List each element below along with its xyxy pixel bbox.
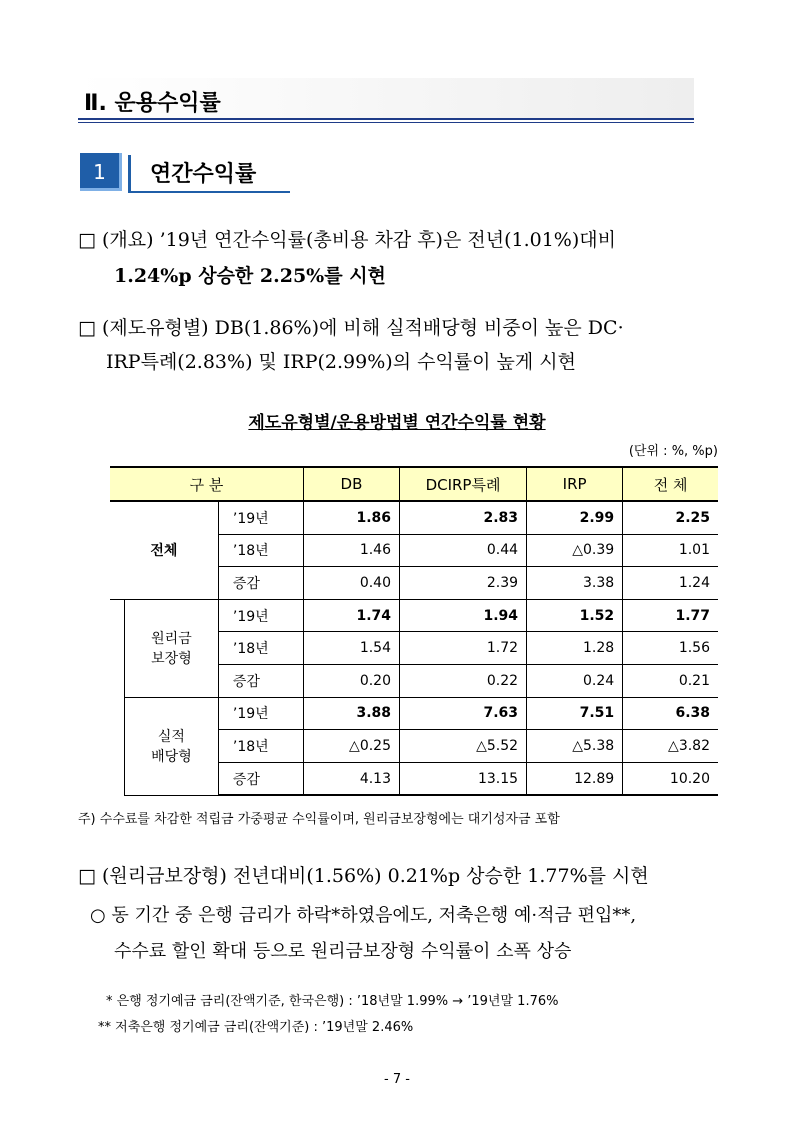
table-cell: 2.39: [400, 567, 527, 600]
paragraph-detail-line2: 수수료 할인 확대 등으로 원리금보장형 수익률이 소폭 상승: [114, 941, 572, 962]
table-cell: 12.89: [527, 762, 623, 795]
table-cell: 2.83: [400, 501, 527, 534]
subsection-bar: [128, 155, 131, 191]
table-cell: 13.15: [400, 762, 527, 795]
paragraph-overview-line1: □ (개요) ’19년 연간수익률(총비용 차감 후)은 전년(1.01%)대비: [78, 229, 616, 251]
table-cell: △5.38: [527, 730, 623, 763]
table-indent: [110, 599, 125, 697]
table-cell: 0.21: [623, 664, 718, 697]
table-cell: △0.39: [527, 534, 623, 567]
paragraph-detail-line1: ○ 동 기간 중 은행 금리가 하락*하였음에도, 저축은행 예·적금 편입**,: [90, 905, 637, 926]
table-row-label: ’18년: [218, 632, 303, 665]
table-cell: 0.20: [303, 664, 399, 697]
table-cell: 1.77: [623, 599, 718, 632]
table-cell: 0.22: [400, 664, 527, 697]
table-cell: 1.01: [623, 534, 718, 567]
table-row-label: 증감: [218, 762, 303, 795]
table-cell: △0.25: [303, 730, 399, 763]
table-row: [110, 697, 718, 730]
section-divider: [78, 118, 694, 120]
paragraph-guaranteed-line1: □ (원리금보장형) 전년대비(1.56%) 0.21%p 상승한 1.77%를 시현: [78, 865, 649, 887]
table-cell: 3.38: [527, 567, 623, 600]
table-cell: 1.72: [400, 632, 527, 665]
table-header-category: 구 분: [110, 467, 303, 501]
table-cell: 0.40: [303, 567, 399, 600]
table-cell: 7.63: [400, 697, 527, 730]
footnote-1: * 은행 정기예금 금리(잔액기준, 한국은행) : ’18년말 1.99% → ’19년말 1.76%: [106, 994, 559, 1009]
table-row: [110, 501, 718, 534]
table-cell: 1.52: [527, 599, 623, 632]
table-cell: 0.24: [527, 664, 623, 697]
subsection-underline: [128, 191, 290, 193]
table-header-dcirp: DCIRP특례: [400, 467, 527, 501]
table-cell: 1.94: [400, 599, 527, 632]
table-group-label: 원리금 보장형: [125, 599, 219, 697]
table-cell: 2.25: [623, 501, 718, 534]
section-title: Ⅱ. 운용수익률: [84, 91, 221, 116]
table-cell: △3.82: [623, 730, 718, 763]
table-header-irp: IRP: [527, 467, 623, 501]
table-row-label: ’19년: [218, 501, 303, 534]
table-row-label: ’19년: [218, 697, 303, 730]
table-header-total: 전 체: [623, 467, 718, 501]
returns-table: [110, 466, 718, 796]
table-row-label: ’19년: [218, 599, 303, 632]
table-cell: 6.38: [623, 697, 718, 730]
table-row-label: ’18년: [218, 534, 303, 567]
table-cell: 1.56: [623, 632, 718, 665]
table-cell: 2.99: [527, 501, 623, 534]
table-row-label: 증감: [218, 664, 303, 697]
table-cell: 0.44: [400, 534, 527, 567]
table-cell: 10.20: [623, 762, 718, 795]
table-row-label: ’18년: [218, 730, 303, 763]
table-header-db: DB: [303, 467, 399, 501]
section-header: [78, 78, 694, 118]
table-cell: 1.46: [303, 534, 399, 567]
table-cell: 1.54: [303, 632, 399, 665]
footnote-2: ** 저축은행 정기예금 금리(잔액기준) : ’19년말 2.46%: [98, 1020, 414, 1035]
table-unit: (단위 : %, %p): [628, 444, 718, 459]
table-cell: 1.86: [303, 501, 399, 534]
table-cell: 4.13: [303, 762, 399, 795]
paragraph-type-line1: □ (제도유형별) DB(1.86%)에 비해 실적배당형 비중이 높은 DC·: [78, 317, 624, 339]
table-row: [110, 599, 718, 632]
table-note: 주) 수수료를 차감한 적립금 가중평균 수익률이며, 원리금보장형에는 대기성자금 포함: [78, 812, 560, 827]
subsection-title: 연간수익률: [150, 162, 257, 187]
table-cell: △5.52: [400, 730, 527, 763]
table-cell: 1.24: [623, 567, 718, 600]
section-divider-thin: [78, 122, 694, 123]
table-cell: 7.51: [527, 697, 623, 730]
table-group-label: 전체: [110, 501, 218, 599]
page-number: - 7 -: [384, 1072, 410, 1087]
table-cell: 1.74: [303, 599, 399, 632]
table-cell: 3.88: [303, 697, 399, 730]
table-group-label: 실적 배당형: [125, 697, 219, 795]
table-indent: [110, 697, 125, 795]
table-cell: 1.28: [527, 632, 623, 665]
paragraph-type-line2: IRP특례(2.83%) 및 IRP(2.99%)의 수익률이 높게 시현: [106, 351, 577, 373]
subsection-number: 1: [80, 153, 122, 191]
table-title: 제도유형별/운용방법별 연간수익률 현황: [248, 413, 546, 433]
table-row-label: 증감: [218, 567, 303, 600]
paragraph-overview-line2: 1.24%p 상승한 2.25%를 시현: [114, 265, 386, 287]
